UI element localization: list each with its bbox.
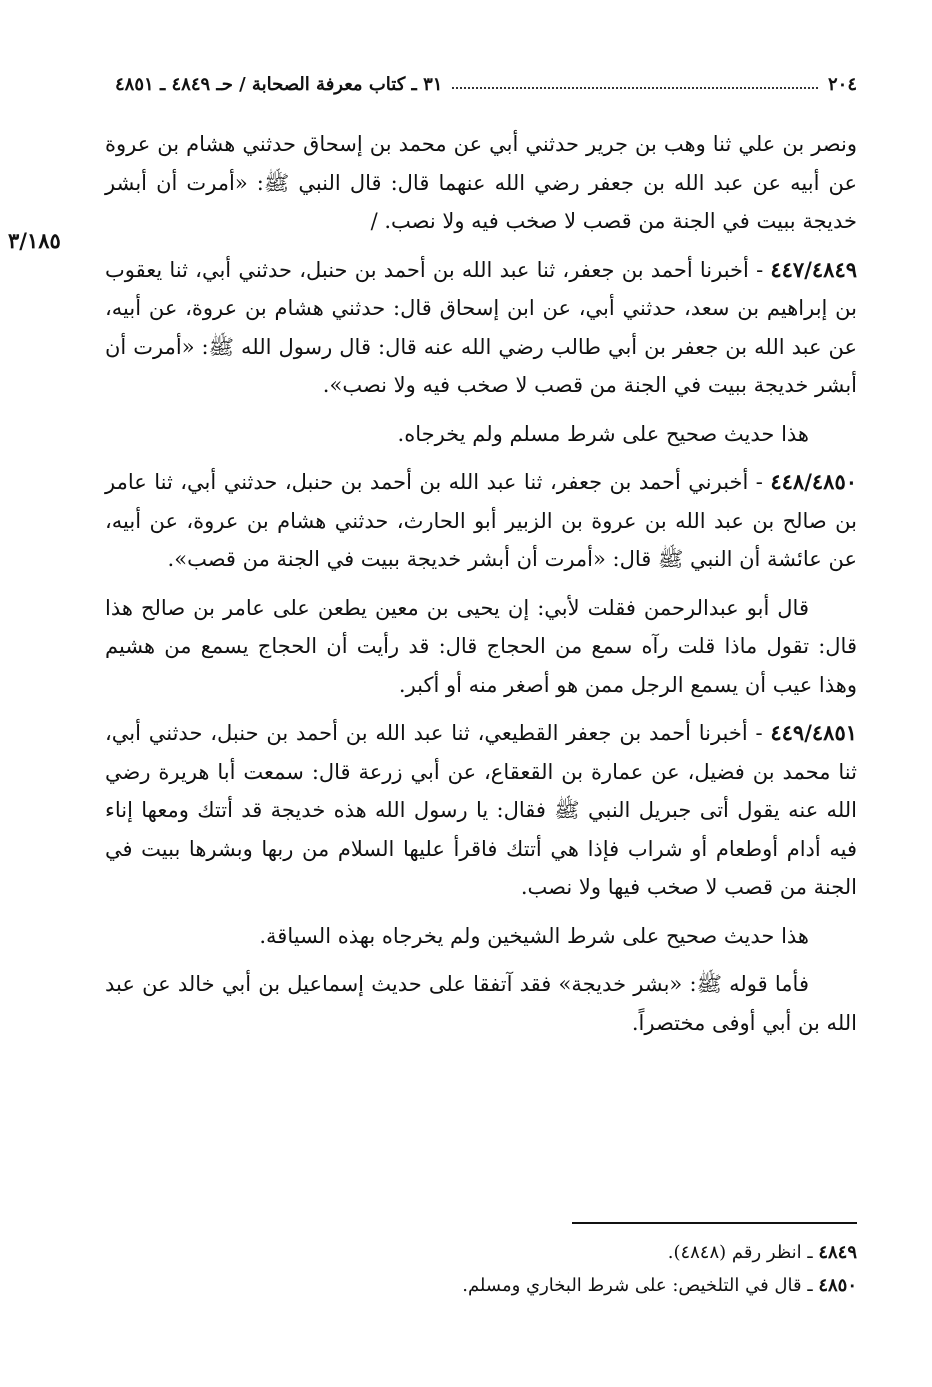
paragraph-text: - أخبرني أحمد بن جعفر، ثنا عبد الله بن أحمد بن حنبل، حدثني أبي، ثنا عامر بن صالح بن عبد الله بن عروة بن الزبير أبو الحارث، حدثني هشام بن عروة، عن أبيه، عن عائشة أن النبي ﷺ قال: «أمرت أن أبشر خديجة ببيت في الجنة من قصب». [105, 470, 857, 571]
paragraph-text: قال أبو عبدالرحمن فقلت لأبي: إن يحيى بن معين يطعن على عامر بن صالح هذا قال: تقول ماذا قلت رآه سمع من الحجاج قال: قد رأيت أن الحجاج يسمع من هشيم وهذا عيب أن يسمع الرجل ممن هو أصغر منه أو أكبر. [105, 595, 857, 697]
commentary-paragraph [105, 965, 857, 1042]
paragraph-text: - أخبرنا أحمد بن جعفر، ثنا عبد الله بن أحمد بن حنبل، حدثني أبي، ثنا يعقوب بن إبراهيم بن سعد، حدثني أبي، عن ابن إسحاق قال: حدثني هشام بن عروة، عن أبيه، عن عبد الله بن جعفر بن أبي طالب رضي الله عنه قال: قال رسول الله ﷺ: «أمرت أن أبشر خديجة ببيت في الجنة من قصب لا صخب فيه ولا نصب». [105, 257, 857, 397]
hadith-number: ٤٤٩/٤٨٥١ [770, 720, 857, 745]
footnote [105, 1236, 857, 1269]
hadith-4850 [105, 463, 857, 579]
hadith-4851 [105, 714, 857, 907]
footnote [105, 1269, 857, 1302]
main-text [105, 125, 857, 1052]
page-number: ٢٠٤ [827, 73, 857, 95]
footnote-separator [572, 1222, 857, 1224]
running-header [115, 68, 857, 100]
hadith-number: ٤٤٨/٤٨٥٠ [770, 469, 857, 494]
commentary-paragraph [105, 589, 857, 705]
hadith-number: ٤٤٧/٤٨٤٩ [770, 256, 857, 282]
paragraph-text: فأما قوله ﷺ: «بشر خديجة» فقد آتفقا على حديث إسماعيل بن أبي خالد عن عبد الله بن أبي أوفى مختصراً. [105, 972, 857, 1035]
footnote-number: ٤٨٥٠ [818, 1275, 857, 1296]
paragraph-text: هذا حديث صحيح على شرط مسلم ولم يخرجاه. [397, 421, 809, 446]
margin-reference: ٣/١٨٥ [8, 228, 61, 253]
paragraph-text: - أخبرنا أحمد بن جعفر القطيعي، ثنا عبد الله بن أحمد بن حنبل، حدثني أبي، ثنا محمد بن فضيل، عن عمارة بن القعقاع، عن أبي زرعة قال: سمعت أبا هريرة رضي الله عنه يقول أتى جبريل النبي ﷺ فقال: يا رسول الله هذه خديجة قد أتتك ومعها إناء فيه أدام أوطعام أو شراب فإذا هي أتتك فاقرأ عليها السلام من ربها وبشرها ببيت في الجنة من قصب لا صخب فيها ولا نصب. [105, 721, 857, 899]
header-leader-dots [452, 79, 818, 89]
footnote-text: ـ انظر رقم (٤٨٤٨). [667, 1242, 813, 1263]
paragraph-text: ونصر بن علي ثنا وهب بن جرير حدثني أبي عن محمد بن إسحاق حدثني هشام بن عروة عن أبيه عن عبد الله بن جعفر رضي الله عنهما قال: قال النبي ﷺ: «أمرت أن أبشر خديجة ببيت في الجنة من قصب لا صخب فيه ولا نصب. / [105, 132, 857, 233]
footnote-number: ٤٨٤٩ [818, 1242, 857, 1263]
header-title: ٣١ ـ كتاب معرفة الصحابة / حـ ٤٨٤٩ ـ ٤٨٥١ [115, 73, 443, 95]
grading-note [105, 917, 857, 956]
paragraph-continuation [105, 125, 857, 241]
footnotes [105, 1236, 857, 1302]
grading-note [105, 415, 857, 454]
footnote-text: ـ قال في التلخيص: على شرط البخاري ومسلم. [462, 1275, 813, 1296]
paragraph-text: هذا حديث صحيح على شرط الشيخين ولم يخرجاه بهذه السياقة. [259, 923, 809, 948]
hadith-4849 [105, 251, 857, 405]
